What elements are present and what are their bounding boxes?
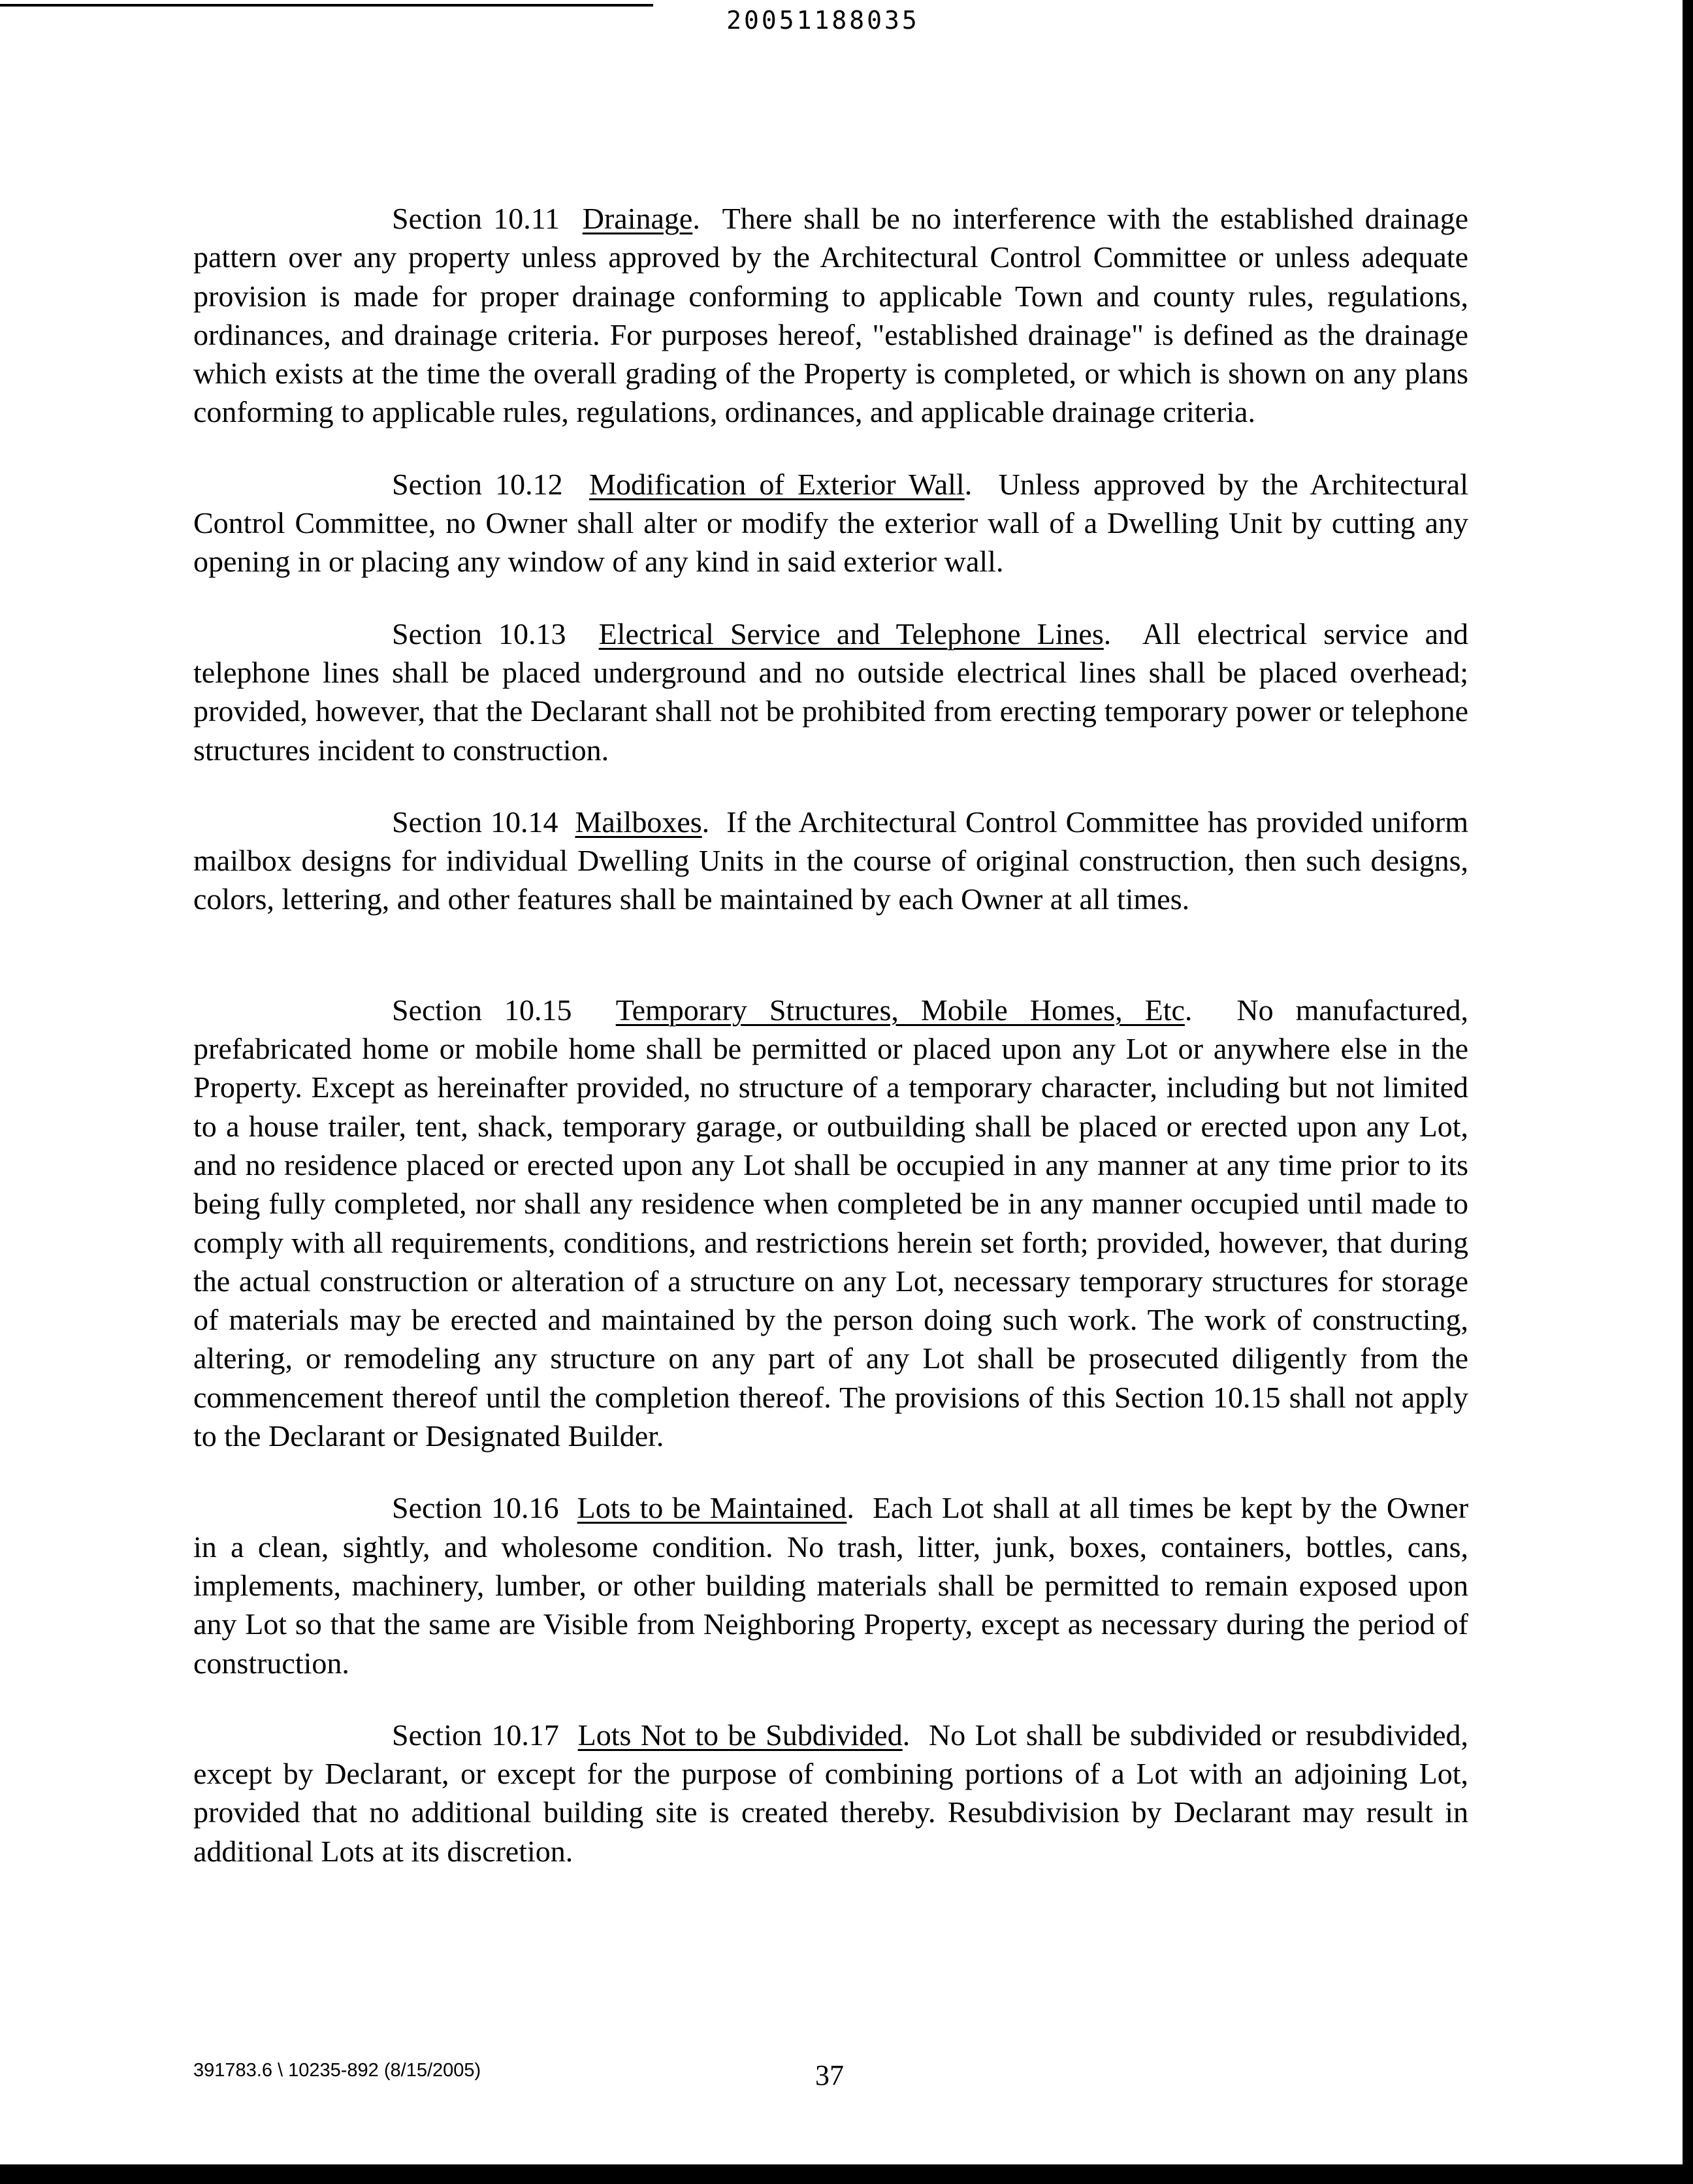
section-heading: Lots to be Maintained — [577, 1491, 847, 1525]
section-text: All electrical service and telephone lines shall be placed underground and no outside electrical lines shall be placed overhead; provided, however, that the Declarant shall not be prohibited from erecting temporary power or telephone structures incident to construction. — [193, 617, 1469, 767]
section-heading: Modification of Exterior Wall — [589, 467, 965, 501]
section-10-16: Section 10.16 Lots to be Maintained. Each Lot shall at all times be kept by the Owner in a clean, sightly, and wholesome condition. No trash, litter, junk, boxes, containers, bottles, cans, implements, machinery, lumber, or other building materials shall be permitted to remain exposed upon any Lot so that the same are Visible from Neighboring Property, except as necessary during the period of construction. — [193, 1491, 1469, 1680]
section-10-11: Section 10.11 Drainage. There shall be no interference with the established drainage pattern over any property unless approved by the Architectural Control Committee or unless adequate provision is made for proper drainage conforming to applicable Town and county rules, regulations, ordinances, and drainage criteria. For purposes hereof, "established drainage" is defined as the drainage which exists at the time the overall grading of the Property is completed, or which is shown on any plans conforming to applicable rules, regulations, ordinances, and applicable drainage criteria. — [193, 202, 1469, 429]
section-number: Section 10.13 — [392, 617, 566, 650]
section-text: If the Architectural Control Committee has provided uniform mailbox designs for individual Dwelling Units in the course of original construction, then such designs, colors, lettering, and other features shall be maintained by each Owner at all times. — [193, 805, 1469, 916]
section-number: Section 10.17 — [392, 1718, 559, 1752]
scan-border-bottom — [0, 2164, 1693, 2184]
section-text: No manufactured, prefabricated home or mobile home shall be permitted or placed upon any Lot or anywhere else in the Property. Except as hereinafter provided, no structure of a temporary character, including but not limited to a house trailer, tent, shack, temporary garage, or outbuilding shall be placed or erected upon any Lot, and no residence placed or erected upon any Lot shall be occupied in any manner at any time prior to its being fully completed, nor shall any residence when completed be in any manner occupied until made to comply with all requirements, conditions, and restrictions herein set forth; provided, however, that during the actual construction or alteration of a structure on any Lot, necessary temporary structures for storage of materials may be erected and maintained by the person doing such work. The work of constructing, altering, or remodeling any structure on any part of any Lot shall be prosecuted diligently from the commencement thereof until the completion thereof. The provisions of this Section 10.15 shall not apply to the Declarant or Designated Builder. — [193, 993, 1469, 1453]
section-text: There shall be no interference with the established drainage pattern over any property unless approved by the Architectural Control Committee or unless adequate provision is made for proper drainage conforming to applicable Town and county rules, regulations, ordinances, and drainage criteria. For purposes hereof, "established drainage" is defined as the drainage which exists at the time the overall grading of the Property is completed, or which is shown on any plans conforming to applicable rules, regulations, ordinances, and applicable drainage criteria. — [193, 202, 1469, 429]
section-text: No Lot shall be subdivided or resubdivided, except by Declarant, or except for the purpose of combining portions of a Lot with an adjoining Lot, provided that no additional building site is created thereby. Resubdivision by Declarant may result in additional Lots at its discretion. — [193, 1718, 1469, 1868]
page-number: 37 — [815, 2059, 844, 2091]
section-10-17: Section 10.17 Lots Not to be Subdivided. No Lot shall be subdivided or resubdivided, except by Declarant, or except for the purpose of combining portions of a Lot with an adjoining Lot, provided that no additional building site is created thereby. Resubdivision by Declarant may result in additional Lots at its discretion. — [193, 1718, 1469, 1868]
section-heading: Temporary Structures, Mobile Homes, Etc — [615, 993, 1185, 1027]
section-number: Section 10.14 — [392, 805, 558, 839]
section-text: Unless approved by the Architectural Control Committee, no Owner shall alter or modify the exterior wall of a Dwelling Unit by cutting any opening in or placing any window of any kind in said exterior wall. — [193, 467, 1468, 579]
section-number: Section 10.12 — [392, 467, 563, 501]
recording-number: 20051188035 — [726, 6, 920, 35]
section-10-14: Section 10.14 Mailboxes. If the Architectural Control Committee has provided uniform mailbox designs for individual Dwelling Units in the course of original construction, then such designs, colors, lettering, and other features shall be maintained by each Owner at all times. — [193, 805, 1469, 916]
section-heading: Electrical Service and Telephone Lines — [598, 617, 1104, 650]
section-number: Section 10.16 — [392, 1491, 559, 1525]
section-heading: Lots Not to be Subdivided — [577, 1718, 903, 1752]
document-body — [193, 199, 1468, 1871]
section-10-12: Section 10.12 Modification of Exterior Wall. Unless approved by the Architectural Control Committee, no Owner shall alter or modify the exterior wall of a Dwelling Unit by cutting any opening in or placing any window of any kind in said exterior wall. — [193, 467, 1468, 579]
section-number: Section 10.15 — [392, 993, 572, 1027]
scan-border-right — [1683, 0, 1693, 2184]
section-heading: Mailboxes — [575, 805, 702, 839]
section-10-13: Section 10.13 Electrical Service and Telephone Lines. All electrical service and telephone lines shall be placed underground and no outside electrical lines shall be placed overhead; provided, however, that the Declarant shall not be prohibited from erecting temporary power or telephone structures incident to construction. — [193, 617, 1469, 767]
section-heading: Drainage — [582, 202, 693, 235]
section-10-15: Section 10.15 Temporary Structures, Mobile Homes, Etc. No manufactured, prefabricated home or mobile home shall be permitted or placed upon any Lot or anywhere else in the Property. Except as hereinafter provided, no structure of a temporary character, including but not limited to a house trailer, tent, shack, temporary garage, or outbuilding shall be placed or erected upon any Lot, and no residence placed or erected upon any Lot shall be occupied in any manner at any time prior to its being fully completed, nor shall any residence when completed be in any manner occupied until made to comply with all requirements, conditions, and restrictions herein set forth; provided, however, that during the actual construction or alteration of a structure on any Lot, necessary temporary structures for storage of materials may be erected and maintained by the person doing such work. The work of constructing, altering, or remodeling any structure on any part of any Lot shall be prosecuted diligently from the commencement thereof until the completion thereof. The provisions of this Section 10.15 shall not apply to the Declarant or Designated Builder. — [193, 993, 1469, 1453]
section-number: Section 10.11 — [392, 202, 560, 235]
footer-document-id: 391783.6 \ 10235-892 (8/15/2005) — [193, 2060, 481, 2081]
section-text: Each Lot shall at all times be kept by the Owner in a clean, sightly, and wholesome condition. No trash, litter, junk, boxes, containers, bottles, cans, implements, machinery, lumber, or other building materials shall be permitted to remain exposed upon any Lot so that the same are Visible from Neighboring Property, except as necessary during the period of construction. — [193, 1491, 1469, 1680]
